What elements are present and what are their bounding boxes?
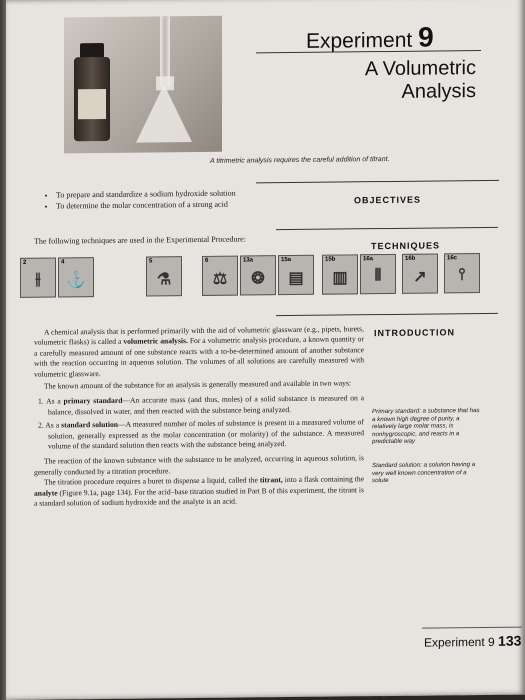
experiment-title: [311, 57, 476, 105]
techniques-heading: TECHNIQUES: [371, 240, 441, 252]
technique-label: 5: [149, 258, 153, 265]
pipet-icon: ⫲: [35, 270, 41, 288]
page-footer: [424, 633, 521, 650]
footer-rule: [422, 627, 522, 629]
technique-label: 16a: [363, 256, 374, 263]
techniques-rule: [276, 227, 498, 230]
term-volumetric-analysis: volumetric analysis.: [123, 336, 188, 347]
titration-photo: [64, 16, 222, 154]
technique-13a: [240, 255, 276, 295]
wash-bottle-icon: ⚗: [156, 271, 172, 289]
list-number: 2.: [38, 420, 44, 430]
margin-note-primary-standard: Primary standard: a substance that has a known high degree of purity, a relatively large molar mass, is nonhygroscopic, and reacts in a predictable way: [372, 407, 480, 446]
intro-paragraph-1: [34, 324, 364, 379]
intro-paragraph-4: [34, 475, 364, 510]
technique-label: 2: [23, 259, 27, 266]
bottle-icon: ⚓: [66, 272, 86, 290]
technique-label: 16b: [405, 255, 416, 262]
bottle-label-image: [78, 89, 106, 119]
technique-16c: [444, 253, 480, 293]
text-run: A chemical analysis that is performed primarily with the aid of volumetric glassware (e.g., pipets, burets, volumetric flasks) is called a: [34, 324, 364, 348]
buret-read-icon: ↗: [413, 268, 427, 286]
experiment-word: Experiment: [306, 28, 413, 53]
flask-icon: ▤: [288, 269, 304, 288]
title-line-2: Analysis: [401, 80, 476, 103]
term-standard-solution: standard solution: [61, 420, 119, 430]
list-number: 1.: [38, 397, 44, 407]
objectives-heading: OBJECTIVES: [354, 194, 422, 206]
technique-2: [20, 257, 56, 297]
text-run: For a volumetric analysis procedure, a known quantity or a carefully measured amount of one substance reacts with a to-be-determined amount of another substance with the reaction occurring in aqueous solution. The volumes of all solutions are carefully measured with volumetric glassware.: [34, 334, 364, 379]
balance-icon: ⚖: [212, 270, 228, 288]
titration-icon: ⫯: [458, 266, 466, 284]
technique-15a: [278, 255, 314, 295]
technique-4: [58, 257, 94, 297]
technique-label: 16c: [447, 255, 458, 262]
technique-5: [146, 256, 182, 296]
lab-manual-page: [6, 0, 525, 700]
text-run: into a flask containing the: [282, 474, 364, 485]
footer-experiment: Experiment 9: [424, 634, 495, 650]
buret-fill-icon: ▥: [332, 269, 348, 287]
text-run: As a: [43, 420, 62, 430]
text-run: —A measured number of moles of substance is present in a measured volume of solution, generally expressed as the molar concentration (or molarity) of the substance. A measured volume of the standard solution then reacts with the substance being analyzed.: [48, 417, 365, 451]
objective-item: • To prepare and standardize a sodium hydroxide solution: [56, 188, 236, 201]
technique-label: 4: [61, 259, 65, 266]
technique-16a: [360, 254, 396, 294]
text-run: —An accurate mass (and thus, moles) of a solid substance is measured on a balance, dissolved in water, and then reacted with the substance being analyzed.: [48, 393, 365, 417]
technique-6: [202, 256, 238, 296]
term-primary-standard: primary standard: [63, 396, 123, 406]
technique-label: 15b: [325, 256, 336, 263]
objective-item: • To determine the molar concentration of a strong acid: [56, 199, 236, 212]
intro-paragraph-3: The reaction of the known substance with the substance to be analyzed, occurring in aqueous solution, is generally conducted by a titration procedure.: [34, 453, 364, 477]
technique-16b: [402, 253, 438, 293]
text-run: The titration procedure requires a buret to dispense a liquid, called the: [44, 475, 260, 487]
margin-note-standard-solution: Standard solution: a solution having a very well known concentration of a solute: [372, 461, 476, 485]
introduction-heading: INTRODUCTION: [374, 327, 455, 339]
intro-paragraph-2: The known amount of the substance for an analysis is generally measured and available in two ways:: [44, 378, 352, 391]
objectives-list: [46, 188, 236, 212]
list-item-primary-standard: [34, 394, 364, 418]
list-item-standard-solution: [34, 418, 364, 453]
erlenmeyer-flask-image: [136, 84, 192, 143]
buret-icon: ⫴: [374, 267, 382, 285]
technique-15b: [322, 254, 358, 294]
technique-icons: [16, 253, 486, 300]
text-run: (Figure 9.1a, page 134). For the acid–base titration studied in Part B of this experiment, the titrant is a standard solution of sodium hydroxide and the analyte is an acid.: [34, 484, 364, 508]
objectives-rule: [256, 180, 499, 184]
technique-label: 13a: [243, 257, 254, 264]
title-line-1: A Volumetric: [364, 57, 476, 81]
introduction-body: [34, 324, 364, 509]
experiment-number: 9: [418, 21, 434, 53]
stir-icon: ❂: [251, 270, 265, 288]
techniques-intro: The following techniques are used in the Experimental Procedure:: [34, 234, 246, 246]
term-titrant: titrant,: [259, 475, 283, 485]
figure-caption: A titrimetric analysis requires the careful addition of titrant.: [210, 155, 390, 165]
text-run: As a: [43, 396, 64, 407]
technique-label: 15a: [281, 257, 292, 264]
technique-label: 6: [205, 257, 209, 264]
page-number: 133: [498, 632, 522, 649]
introduction-rule: [276, 313, 498, 316]
term-analyte: analyte: [34, 488, 58, 498]
